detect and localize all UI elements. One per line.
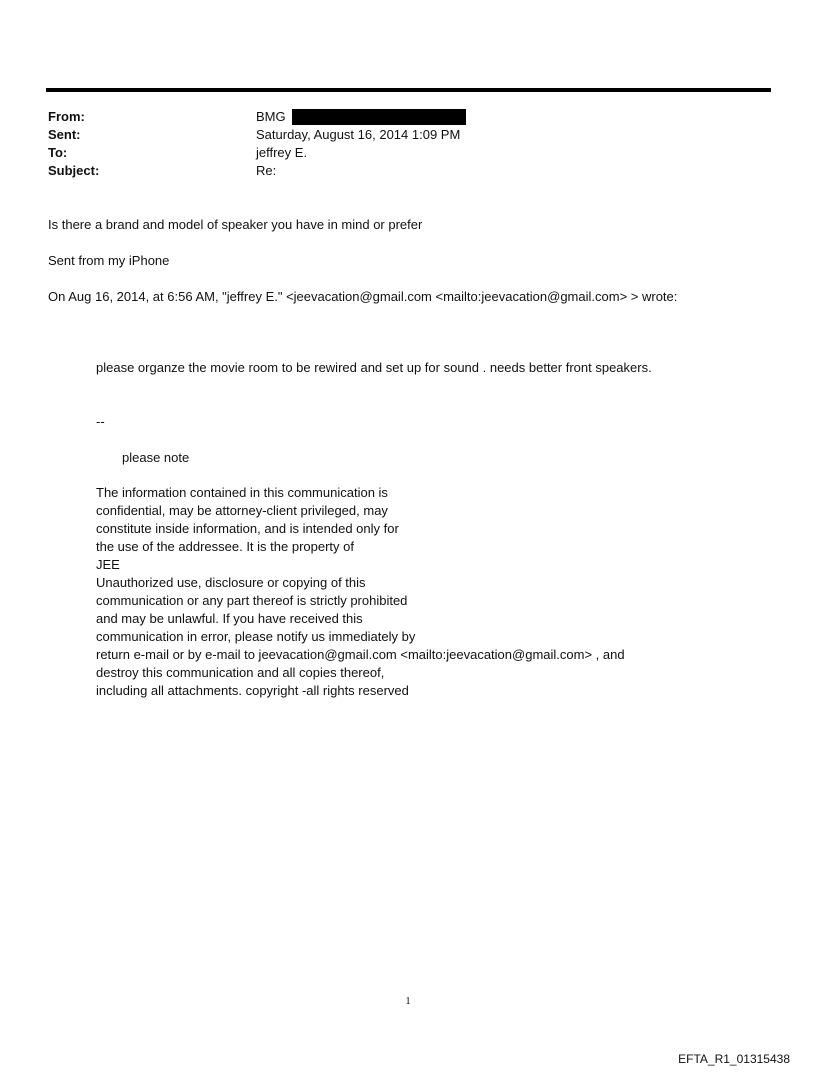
to-label: To: [48,145,68,160]
subject-value: Re: [256,163,277,178]
separator: -- [96,414,105,429]
disclaimer-line: return e-mail or by e-mail to jeevacation@gmail.com <mailto:jeevacation@gmail.com> , and [96,647,625,662]
sent-row [48,126,466,144]
to-value: jeffrey E. [256,145,308,160]
from-value: BMG [256,109,286,124]
disclaimer-line: destroy this communication and all copies thereof, [96,665,385,680]
disclaimer-line: including all attachments. copyright -all rights reserved [96,683,409,698]
disclaimer-line: The information contained in this communication is [96,485,388,500]
from-value-wrap [256,108,466,126]
disclaimer-line: Unauthorized use, disclosure or copying of this [96,575,366,590]
disclaimer-line: the use of the addressee. It is the property of [96,539,354,554]
disclaimer-line: JEE [96,557,120,572]
to-row [48,144,466,162]
from-label: From: [48,109,85,124]
subject-row [48,162,466,180]
disclaimer-line: communication in error, please notify us immediately by [96,629,416,644]
sent-label: Sent: [48,127,81,142]
disclaimer-line: confidential, may be attorney-client privileged, may [96,503,388,518]
disclaimer-block [96,484,625,700]
quoted-message: please organze the movie room to be rewired and set up for sound . needs better front speakers. [96,360,652,375]
disclaimer-line: constitute inside information, and is intended only for [96,521,399,536]
quote-intro: On Aug 16, 2014, at 6:56 AM, "jeffrey E." <jeevacation@gmail.com <mailto:jeevacation@gmail.com> > wrote: [48,289,678,304]
header-divider [46,88,771,92]
sent-value: Saturday, August 16, 2014 1:09 PM [256,127,461,142]
redaction-box [292,109,466,125]
question-text: Is there a brand and model of speaker you have in mind or prefer [48,217,423,232]
disclaimer-line: communication or any part thereof is strictly prohibited [96,593,408,608]
from-row [48,108,466,126]
document-id: EFTA_R1_01315438 [678,1052,790,1066]
subject-label: Subject: [48,163,100,178]
email-header [48,108,466,180]
signature-text: Sent from my iPhone [48,253,170,268]
page-number: 1 [405,995,411,1007]
disclaimer-line: and may be unlawful. If you have received this [96,611,363,626]
please-note: please note [122,450,190,465]
